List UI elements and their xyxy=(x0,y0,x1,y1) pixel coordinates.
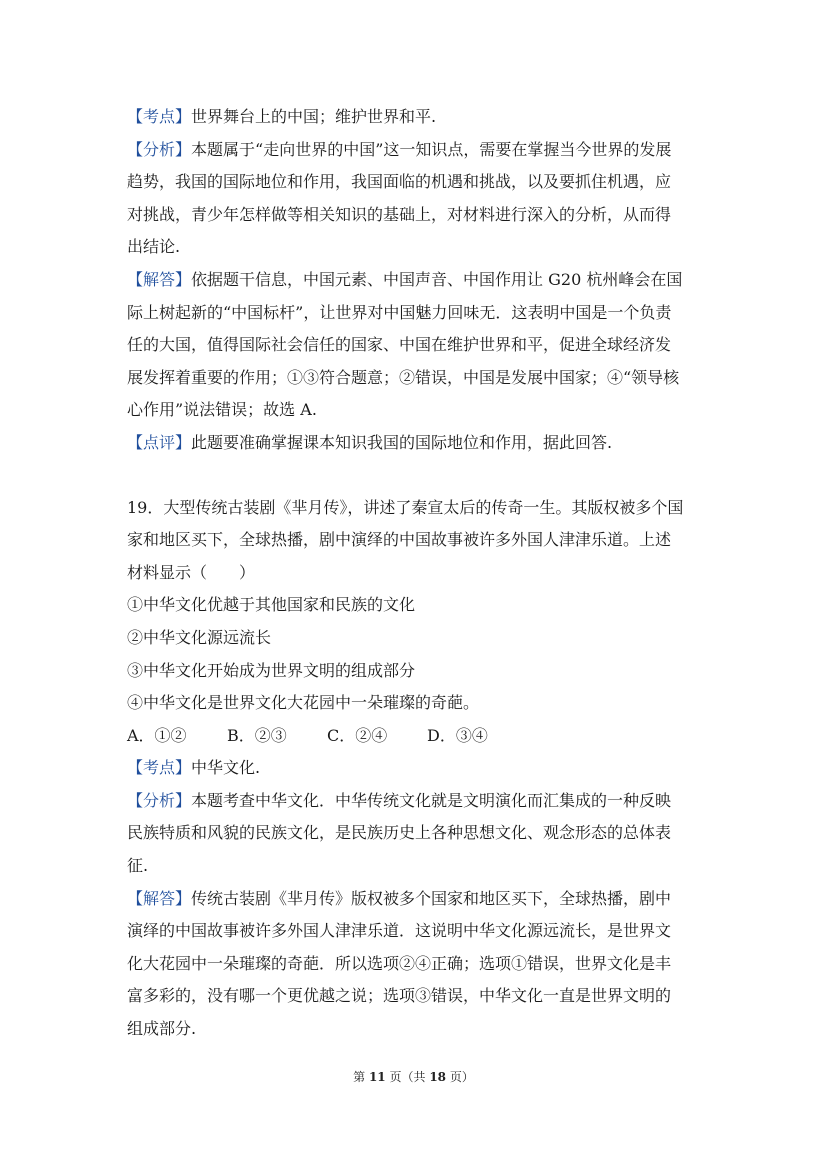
footer-total-pages: 18 xyxy=(429,1070,447,1084)
jieda-line xyxy=(127,883,707,916)
answer-options xyxy=(127,720,707,753)
jieda-line: 际上树起新的“中国标杆”，让世界对中国魅力回味无．这表明中国是一个负责 xyxy=(127,302,672,322)
kaodian-tag: 【考点】 xyxy=(127,758,192,778)
fenxi-line: 对挑战，青少年怎样做等相关知识的基础上，对材料进行深入的分析，从而得 xyxy=(127,204,672,224)
question-item: ④中华文化是世界文化大花园中一朵璀璨的奇葩。 xyxy=(127,693,480,713)
question-item: ③中华文化开始成为世界文明的组成部分 xyxy=(127,660,416,680)
jieda-text: 依据题干信息，中国元素、中国声音、中国作用让 G20 杭州峰会在国 xyxy=(191,269,683,289)
jieda-line: 展发挥着重要的作用；①③符合题意；②错误，中国是发展中国家；④“领导核 xyxy=(127,367,680,387)
fenxi-line xyxy=(127,134,707,167)
jieda-line: 演绎的中国故事被许多外国人津津乐道．这说明中华文化源远流长，是世界文 xyxy=(127,921,672,941)
fenxi-line: 民族特质和风貌的民族文化，是民族历史上各种思想文化、观念形态的总体表 xyxy=(127,823,672,843)
kaodian-line xyxy=(127,752,707,785)
footer-suffix: 页） xyxy=(449,1070,474,1084)
kaodian-text: 中华文化. xyxy=(191,758,261,778)
jieda-tag: 【解答】 xyxy=(127,888,192,908)
jieda-line: 心作用”说法错误；故选 A. xyxy=(127,400,317,420)
jieda-line: 富多彩的，没有哪一个更优越之说；选项③错误，中华文化一直是世界文明的 xyxy=(127,986,672,1006)
kaodian-line xyxy=(127,101,707,134)
jieda-tag: 【解答】 xyxy=(127,269,192,289)
section-gap xyxy=(127,460,707,492)
fenxi-text: 本题考查中华文化．中华传统文化就是文明演化而汇集成的一种反映 xyxy=(191,790,672,810)
footer-prefix: 第 xyxy=(353,1070,366,1084)
question-stem-line: 家和地区买下，全球热播，剧中演绎的中国故事被许多外国人津津乐道。上述 xyxy=(127,530,672,550)
jieda-text: 传统古装剧《芈月传》版权被多个国家和地区买下，全球热播，剧中 xyxy=(191,888,672,908)
fenxi-line: 征. xyxy=(127,856,149,876)
jieda-line xyxy=(127,264,707,297)
option-d: D．③④ xyxy=(427,725,488,745)
fenxi-tag: 【分析】 xyxy=(127,790,192,810)
dianping-text: 此题要准确掌握课本知识我国的国际地位和作用，据此回答. xyxy=(191,432,613,452)
fenxi-line: 出结论. xyxy=(127,237,181,257)
fenxi-tag: 【分析】 xyxy=(127,139,192,159)
option-b: B．②③ xyxy=(227,725,287,745)
jieda-line: 化大花园中一朵璀璨的奇葩．所以选项②④正确；选项①错误，世界文化是丰 xyxy=(127,953,672,973)
question-item: ①中华文化优越于其他国家和民族的文化 xyxy=(127,595,416,615)
jieda-line: 组成部分. xyxy=(127,1019,197,1039)
option-c: C．②④ xyxy=(327,725,388,745)
kaodian-tag: 【考点】 xyxy=(127,107,192,126)
page-content xyxy=(127,101,707,1046)
dianping-tag: 【点评】 xyxy=(127,432,192,452)
footer-page-number: 11 xyxy=(368,1070,386,1084)
kaodian-text: 世界舞台上的中国；维护世界和平. xyxy=(191,107,437,126)
jieda-line: 任的大国，值得国际社会信任的国家、中国在维护世界和平，促进全球经济发 xyxy=(127,335,672,355)
page-footer xyxy=(0,1068,827,1085)
fenxi-line xyxy=(127,785,707,818)
footer-mid: 页（共 xyxy=(389,1070,426,1084)
question-stem-line: 材料显示（ ） xyxy=(127,562,256,582)
fenxi-text: 本题属于“走向世界的中国”这一知识点，需要在掌握当今世界的发展 xyxy=(191,139,672,159)
option-a: A．①② xyxy=(127,725,187,745)
question-item: ②中华文化源远流长 xyxy=(127,627,272,647)
question-stem-line: 19．大型传统古装剧《芈月传》，讲述了秦宣太后的传奇一生。其版权被多个国 xyxy=(127,497,684,517)
dianping-line xyxy=(127,427,707,460)
fenxi-line: 趋势，我国的国际地位和作用，我国面临的机遇和挑战，以及要抓住机遇，应 xyxy=(127,172,672,192)
